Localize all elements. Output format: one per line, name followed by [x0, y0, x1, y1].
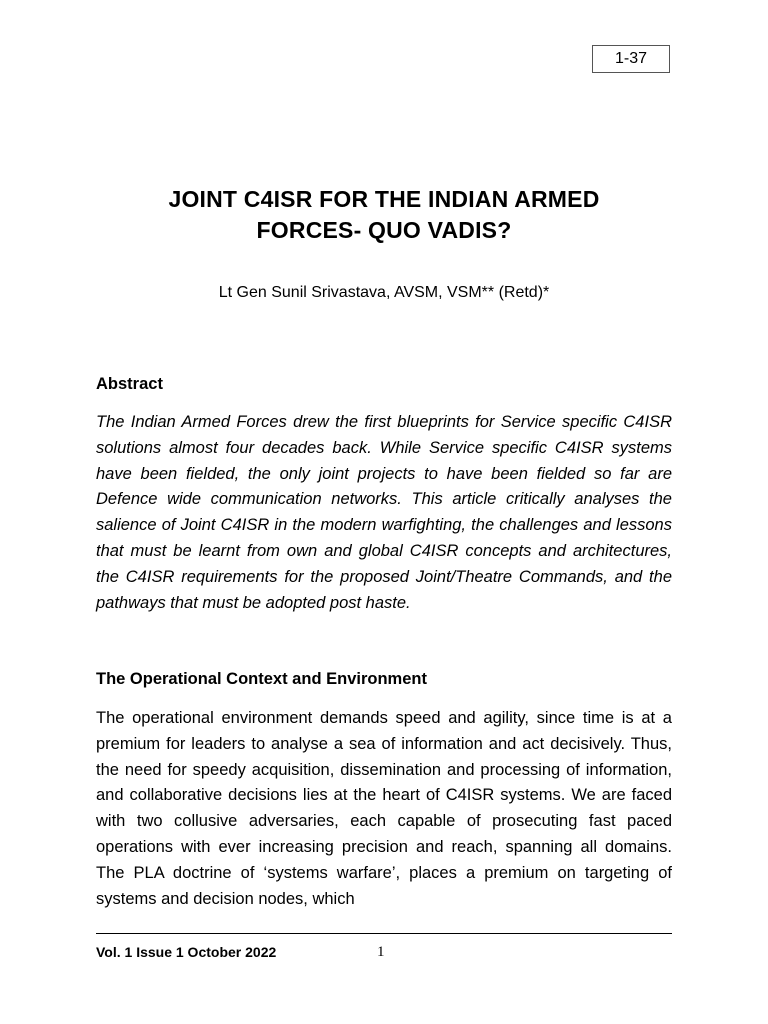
footer-issue-info: Vol. 1 Issue 1 October 2022 — [96, 944, 277, 960]
article-title — [60, 184, 708, 246]
page-identifier-box: 1-37 — [592, 45, 670, 73]
footer-divider — [96, 933, 672, 934]
author-line: Lt Gen Sunil Srivastava, AVSM, VSM** (Retd)* — [218, 284, 550, 301]
abstract-heading: Abstract — [96, 375, 163, 393]
abstract-body: The Indian Armed Forces drew the first blueprints for Service specific C4ISR solutions almost four decades back. While Service specific C4ISR systems have been fielded, the only joint projects to have been fielded so far are Defence wide communication networks. This article critically analyses the salience of Joint C4ISR in the modern warfighting, the challenges and lessons that must be learnt from own and global C4ISR concepts and architectures, the C4ISR requirements for the proposed Joint/Theatre Commands, and the pathways that must be adopted post haste. — [96, 413, 672, 612]
footer-page-number: 1 — [377, 944, 385, 960]
article-title-line-2: FORCES- QUO VADIS? — [256, 217, 512, 243]
section-heading-operational-context: The Operational Context and Environment — [96, 670, 427, 688]
article-title-line-1: JOINT C4ISR FOR THE INDIAN ARMED — [168, 186, 600, 212]
section-body-operational-context: The operational environment demands speed and agility, since time is at a premium for leaders to analyse a sea of information and act decisively. Thus, the need for speedy acquisition, dissemination and processing of information, and collaborative decisions lies at the heart of C4ISR systems. We are faced with two collusive adversaries, each capable of prosecuting fast paced operations with ever increasing precision and reach, spanning all domains. The PLA doctrine of ‘systems warfare’, places a premium on targeting of systems and decision nodes, which — [96, 709, 672, 908]
